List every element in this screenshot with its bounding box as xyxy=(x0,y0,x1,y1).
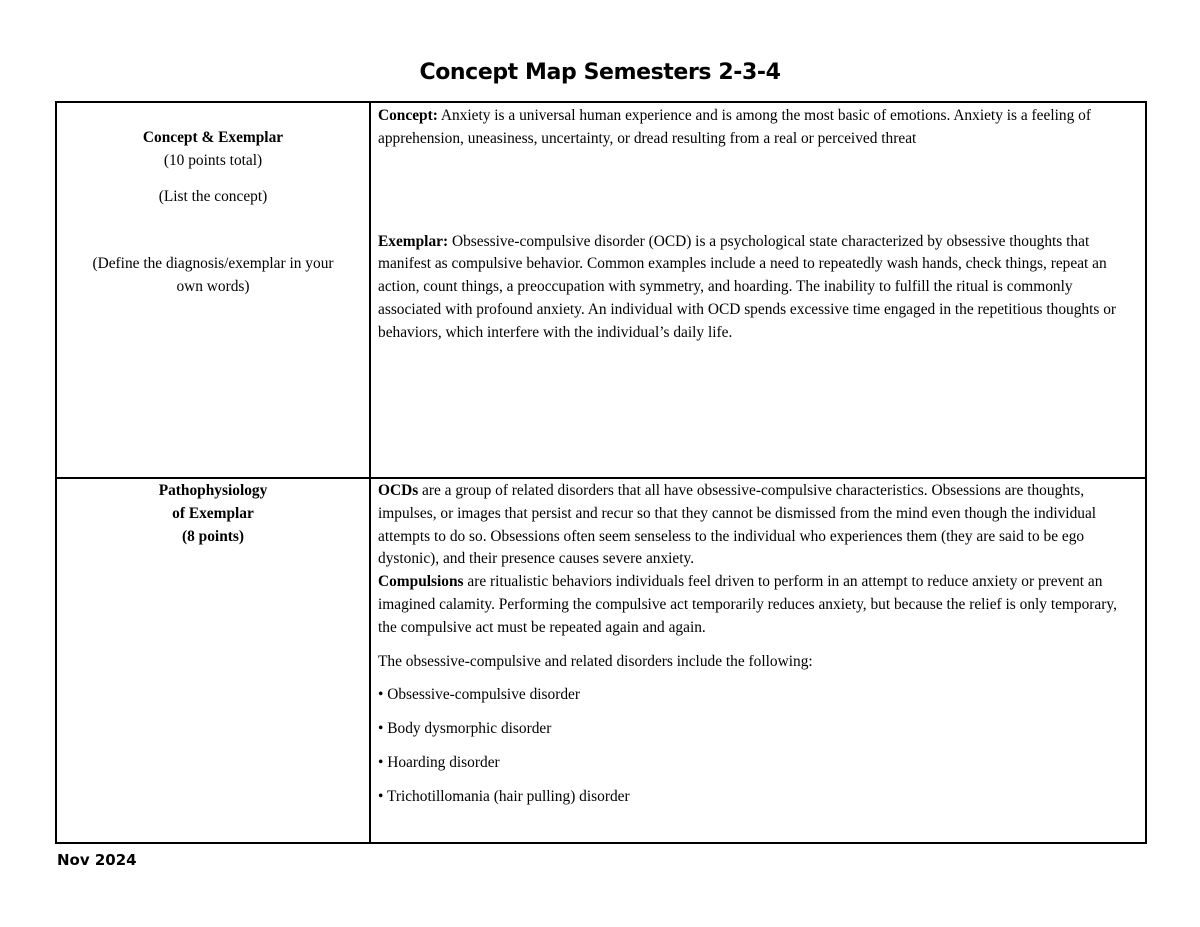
column-divider xyxy=(369,103,371,842)
row-divider xyxy=(57,477,1145,479)
concept-exemplar-label-cell xyxy=(57,127,369,299)
pathophysiology-heading-line2: of Exemplar xyxy=(172,504,254,522)
compulsions-paragraph xyxy=(378,571,1138,639)
footer-date: Nov 2024 xyxy=(57,851,137,869)
list-item: • Body dysmorphic disorder xyxy=(378,720,552,738)
page-title: Concept Map Semesters 2-3-4 xyxy=(419,60,781,85)
concept-label: Concept: xyxy=(378,107,438,124)
pathophysiology-points: (8 points) xyxy=(182,527,244,545)
concept-exemplar-heading: Concept & Exemplar xyxy=(142,129,284,146)
concept-exemplar-content-cell xyxy=(378,105,1138,345)
ocds-paragraph xyxy=(378,480,1138,571)
list-item: • Obsessive-compulsive disorder xyxy=(378,686,581,704)
list-item: • Trichotillomania (hair pulling) disorder xyxy=(378,787,630,805)
concept-exemplar-points: (10 points total) xyxy=(163,151,263,169)
compulsions-label: Compulsions xyxy=(378,573,464,591)
exemplar-text: Obsessive-compulsive disorder (OCD) is a psychological state characterized by obsessive thoughts that manifest as compulsive behavior. Common examples include a need to repeatedly wash hands, check things, repeat an action, count things, a preoccupation with symmetry, and hoarding. The inability to fulfill the ritual is commonly associated with profound anxiety. An individual with OCD spends excessive time engaged in the repetitious thoughts or behaviors, which interfere with the individual’s daily life. xyxy=(378,232,1117,341)
ocds-text: are a group of related disorders that all have obsessive-compulsive characteristics. Obsessions are thoughts, impulses, or images that persist and recur so that they cannot be dismissed from the mind even though the individual attempts to do so. Obsessions often seem senseless to the individual who experiences them (they are said to be ego dystonic), and their presence causes severe anxiety. xyxy=(378,482,1097,568)
disorders-list-intro: The obsessive-compulsive and related disorders include the following: xyxy=(378,652,813,670)
pathophysiology-label-cell xyxy=(57,480,369,548)
concept-text: Anxiety is a universal human experience and is among the most basic of emotions. Anxiety is a feeling of apprehension, uneasiness, uncertainty, or dread resulting from a real or perceived threat xyxy=(378,107,1091,147)
pathophysiology-content-cell xyxy=(378,480,1138,809)
ocds-label: OCDs xyxy=(378,482,419,499)
list-item: • Hoarding disorder xyxy=(378,753,500,771)
exemplar-paragraph xyxy=(378,231,1138,345)
exemplar-label: Exemplar: xyxy=(378,232,449,250)
concept-paragraph xyxy=(378,105,1138,151)
list-concept-prompt: (List the concept) xyxy=(158,187,268,205)
pathophysiology-heading-line1: Pathophysiology xyxy=(158,482,268,499)
compulsions-text: are ritualistic behaviors individuals feel driven to perform in an attempt to reduce anxiety or prevent an imagined calamity. Performing the compulsive act temporarily reduces anxiety, but because the relief is only temporary, the compulsive act must be repeated again and again. xyxy=(378,573,1117,636)
concept-map-table xyxy=(55,101,1147,844)
define-exemplar-prompt-line2: own words) xyxy=(176,278,250,296)
define-exemplar-prompt-line1: (Define the diagnosis/exemplar in your xyxy=(92,255,334,273)
